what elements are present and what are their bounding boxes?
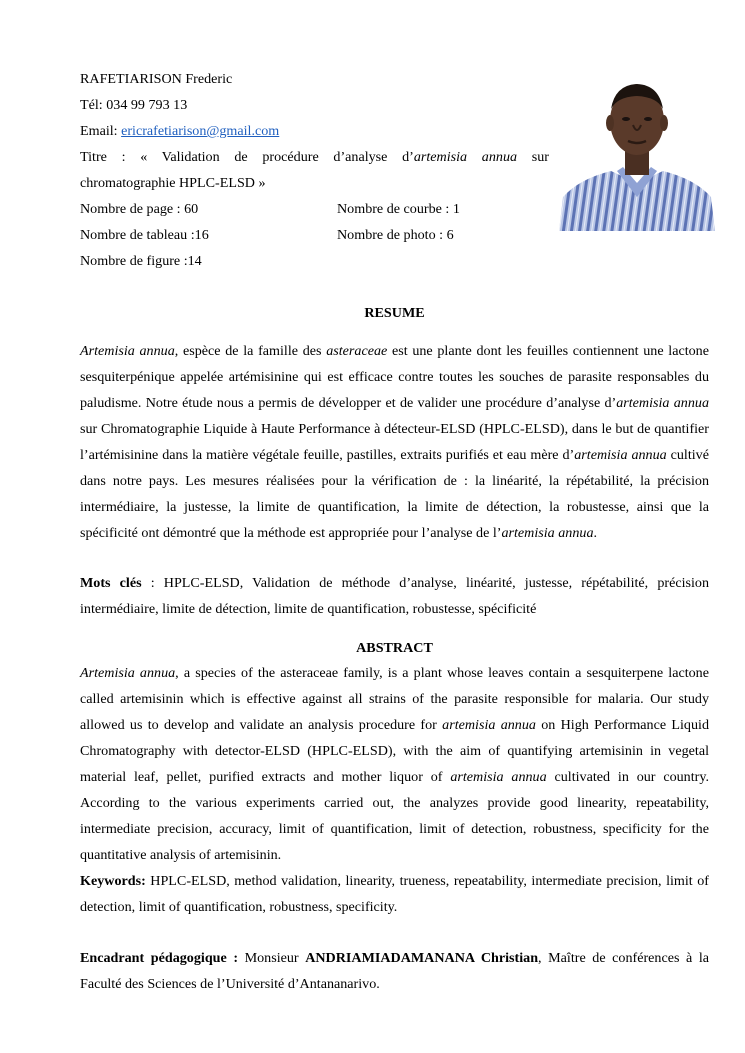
- resume-species-2: artemisia annua: [616, 395, 709, 411]
- resume-paragraph: [80, 338, 709, 546]
- resume-text-5: .: [593, 525, 598, 541]
- abstract-species-1: Artemisia annua: [80, 665, 176, 681]
- supervisor-pre: Monsieur: [238, 950, 306, 966]
- resume-text-1: , espèce de la famille des: [174, 343, 327, 359]
- resume-species-4: artemisia annua: [501, 525, 594, 541]
- supervisor: [80, 945, 709, 997]
- abstract-keywords-label: Keywords:: [80, 873, 146, 889]
- title-sur: sur: [517, 149, 549, 165]
- stat-photo: Nombre de photo : 6: [337, 227, 454, 243]
- phone: Tél: 034 99 793 13: [80, 97, 188, 113]
- supervisor-affiliation: , Maître de conférences à la Faculté des Sciences de l’Université d’Antananarivo.: [80, 950, 709, 992]
- stat-figure: Nombre de figure :14: [80, 253, 202, 269]
- supervisor-name: ANDRIAMIADAMANANA Christian: [305, 950, 539, 966]
- resume-text-3: sur Chromatographie Liquide à Haute Performance à détecteur-ELSD (HPLC-ELSD), dans le but de quantifier l’artémisinine dans la matière végétale feuille, pastilles, extraits purifiés et eau mère d’: [80, 421, 709, 463]
- resume-text-4: cultivé dans notre pays. Les mesures réalisées pour la vérification de : la linéarité, la répétabilité, la précision intermédiaire, la justesse, la limite de quantification, la limite de détection, la robustesse, ainsi que la spécificité ont démontré que la méthode est appropriée pour l’analyse de l’: [80, 447, 709, 541]
- abstract-keywords-text: HPLC-ELSD, method validation, linearity, trueness, repeatability, intermediate precision, limit of detection, limit of quantification, robustness, specificity.: [80, 873, 709, 915]
- resume-text-2: est une plante dont les feuilles contiennent une lactone sesquiterpénique appelée artémisinine qui est efficace contre toutes les souches de parasite responsables du paludisme. Notre étude nous a permis de développer et de valider une procédure d’analyse d’: [80, 343, 709, 411]
- title-prefix: Titre : « Validation de procédure d’analyse d’: [80, 149, 414, 165]
- abstract-heading: ABSTRACT: [356, 640, 433, 656]
- resume-family: asteraceae: [326, 343, 388, 359]
- author-photo: [559, 79, 715, 231]
- resume-keywords: [80, 570, 709, 622]
- abstract-text-2: on High Performance Liquid Chromatography with detector-ELSD (HPLC-ELSD), with the aim of quantifying artemisinin in vegetal material leaf, pellet, purified extracts and mother liquor of: [80, 717, 709, 785]
- resume-keywords-label: Mots clés: [80, 575, 142, 591]
- resume-heading: RESUME: [364, 305, 425, 321]
- abstract-keywords: [80, 868, 709, 920]
- email-link[interactable]: ericrafetiarison@gmail.com: [121, 123, 280, 139]
- email-line: [80, 118, 279, 144]
- resume-species-3: artemisia annua: [574, 447, 667, 463]
- resume-keywords-text: : HPLC-ELSD, Validation de méthode d’analyse, linéarité, justesse, répétabilité, précision intermédiaire, limite de détection, limite de quantification, robustesse, spécificité: [80, 575, 709, 617]
- abstract-text-1: , a species of the asteraceae family, is a plant whose leaves contain a sesquiterpene lactone called artemisinin which is effective against all strains of the parasite responsible for malaria. Our study allowed us to develop and validate an analysis procedure for: [80, 665, 709, 733]
- abstract-text-3: cultivated in our country. According to the various experiments carried out, the analyzes provide good linearity, repeatability, intermediate precision, accuracy, limit of quantification, limit of detection, robustness, specificity for the quantitative analysis of artemisinin.: [80, 769, 709, 863]
- title-species: artemisia annua: [413, 149, 518, 165]
- stat-courbe: Nombre de courbe : 1: [337, 201, 460, 217]
- stat-tableau: Nombre de tableau :16: [80, 227, 209, 243]
- title-line-2: chromatographie HPLC-ELSD »: [80, 175, 266, 191]
- author-name: RAFETIARISON Frederic: [80, 71, 233, 87]
- title-line-1: [80, 144, 549, 170]
- abstract-species-3: artemisia annua: [450, 769, 547, 785]
- stat-pages: Nombre de page : 60: [80, 201, 199, 217]
- resume-species-1: Artemisia annua: [80, 343, 175, 359]
- supervisor-label: Encadrant pédagogique :: [80, 950, 239, 966]
- abstract-paragraph: [80, 660, 709, 868]
- email-label: Email:: [80, 123, 122, 139]
- abstract-species-2: artemisia annua: [442, 717, 536, 733]
